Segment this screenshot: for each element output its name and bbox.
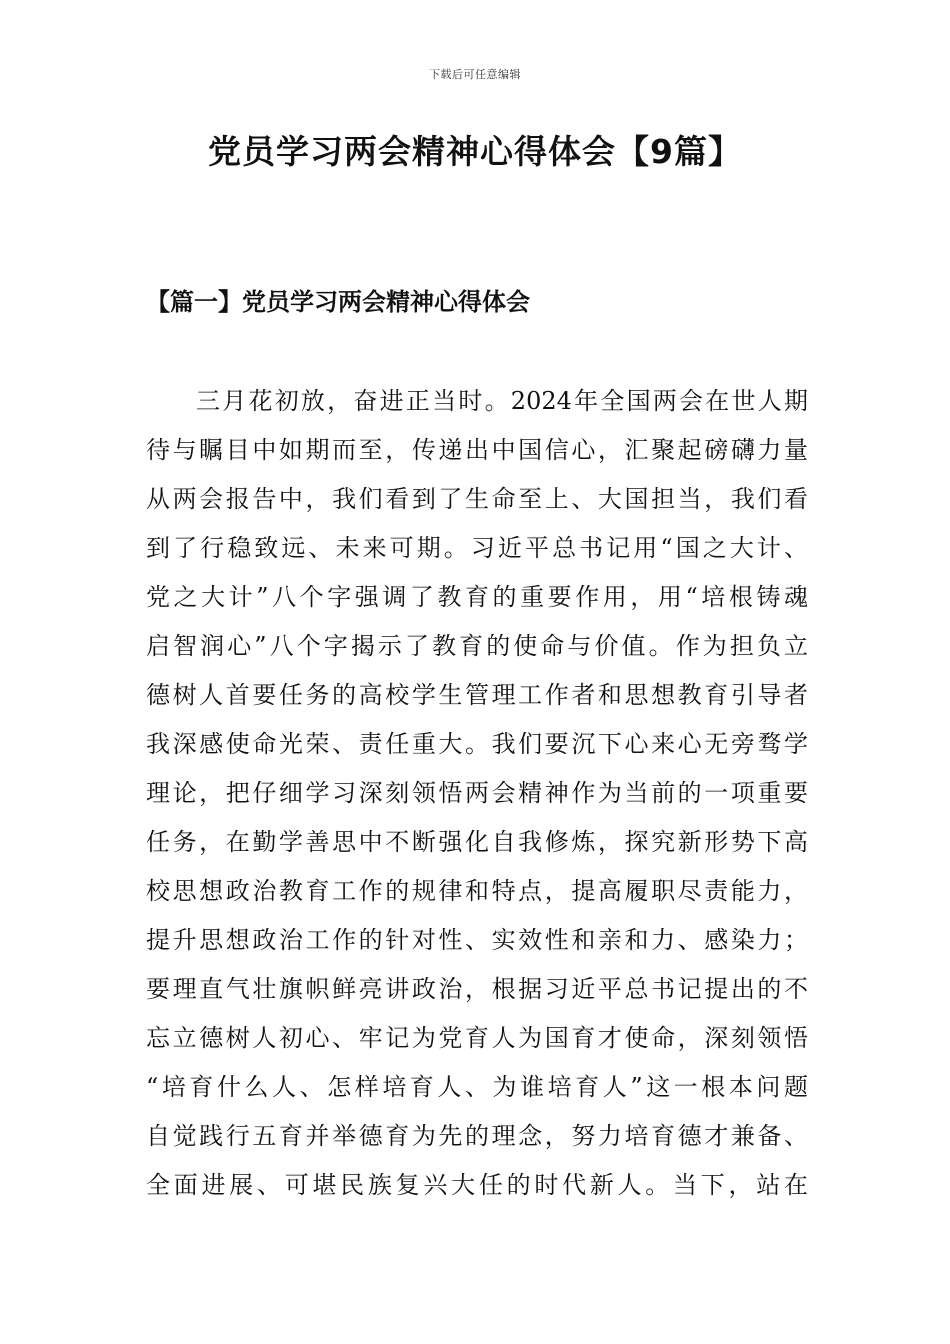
- body-line: 我深感使命光荣、责任重大。我们要沉下心来心无旁骛学: [146, 730, 808, 758]
- body-paragraph: [146, 377, 808, 1210]
- body-line: 全面进展、可堪民族复兴大任的时代新人。当下，站在: [146, 1171, 808, 1199]
- body-line: 要理直气壮旗帜鲜亮讲政治，根据习近平总书记提出的不: [146, 975, 808, 1003]
- body-line: 校思想政治教育工作的规律和特点，提高履职尽责能力，: [146, 877, 808, 905]
- body-line: 理论，把仔细学习深刻领悟两会精神作为当前的一项重要: [146, 779, 808, 807]
- body-line: 忘立德树人初心、牢记为党育人为国育才使命，深刻领悟: [146, 1024, 808, 1052]
- body-line: 德树人首要任务的高校学生管理工作者和思想教育引导者: [146, 681, 808, 709]
- section-heading: 【篇一】党员学习两会精神心得体会: [146, 287, 530, 316]
- body-line: 到了行稳致远、未来可期。习近平总书记用“国之大计、: [146, 534, 808, 562]
- body-line: “培育什么人、怎样培育人、为谁培育人”这一根本问题: [146, 1073, 808, 1101]
- body-line: 提升思想政治工作的针对性、实效性和亲和力、感染力；: [146, 926, 808, 954]
- body-line: 启智润心”八个字揭示了教育的使命与价值。作为担负立: [146, 632, 808, 660]
- body-line: 党之大计”八个字强调了教育的重要作用，用“培根铸魂: [146, 583, 808, 611]
- body-line: 待与瞩目中如期而至，传递出中国信心，汇聚起磅礴力量: [146, 436, 808, 464]
- body-line: 任务，在勤学善思中不断强化自我修炼，探究新形势下高: [146, 828, 808, 856]
- document-title: 党员学习两会精神心得体会【9篇】: [208, 132, 742, 171]
- body-line: 三月花初放，奋进正当时。2024年全国两会在世人期: [196, 387, 808, 415]
- body-line: 自觉践行五育并举德育为先的理念，努力培育德才兼备、: [146, 1122, 808, 1150]
- header-note: 下载后可任意编辑: [429, 68, 521, 81]
- body-line: 从两会报告中，我们看到了生命至上、大国担当，我们看: [146, 485, 808, 513]
